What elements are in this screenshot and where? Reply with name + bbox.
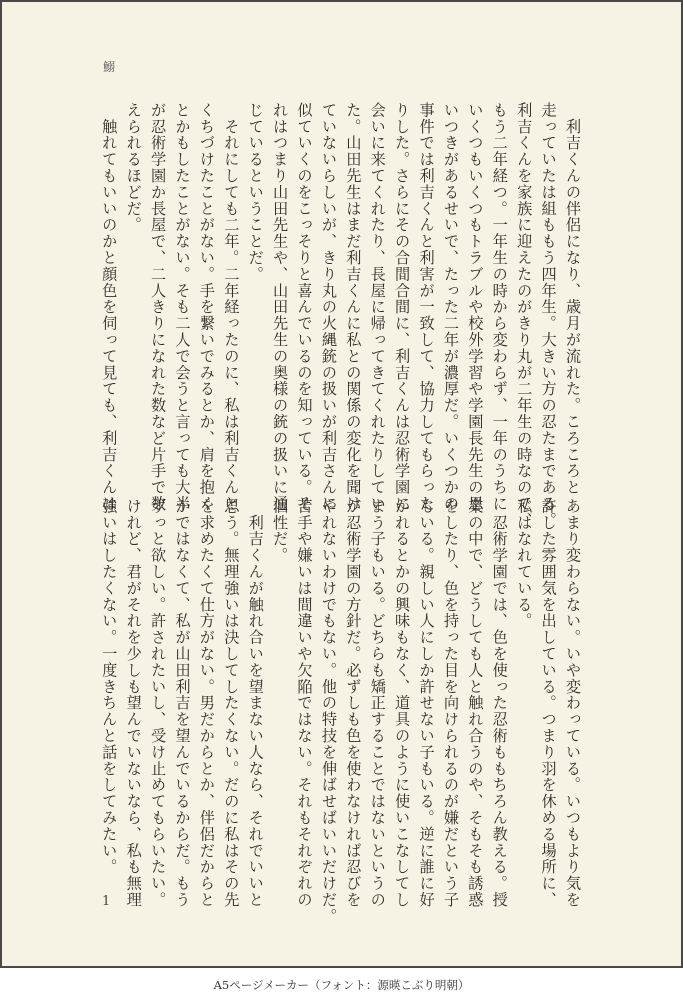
text-line: ずっと欲しい。許されたいし、受け止めてもらいたい。 [149,498,168,908]
text-line: れはつまり山田先生や、山田先生の奥様の銃の扱いに通 [271,102,290,512]
text-line: あまり変わらない。いや変わっている。いつもより気を [564,498,582,908]
text-line: えられるほどだ。 [124,102,143,234]
text-line: とかもしたことがない。そも二人で会うと言っても大半 [173,102,192,512]
text-line: 触れてもいいのかと顔色を伺って見ても、利吉くんは [100,102,119,512]
text-line: が忍術学園の方針だ。必ずしも色を使わなければ忍びを [344,498,363,908]
text-line: やれないわけでもない。他の特技を伸ばせばいいだけだ。 [319,498,338,925]
text-line: 個性だ。 [271,498,290,564]
text-line: 苦手や嫌いは間違いや欠陥ではない。それもそれぞれの [295,498,314,908]
text-line: 強いはしたくない。一度きちんと話をしてみたい。 [100,498,119,876]
text-line: 忍術学園では、色を使った忍術ももちろん教える。授 [490,498,509,908]
text-line: 事件では利吉くんと利害が一致して、協力してもらった [417,102,436,512]
text-line: をしたり、色を持った目を向けられるのが嫌だという子 [441,498,460,908]
text-line: 思う。無理強いは決してしたくない。だのに私はその先 [222,498,241,908]
body-text-bottom-block [97,498,585,925]
generator-caption: A5ページメーカー（フォント：源暎こぶり明朝） [213,978,470,992]
text-line: それにしても二年。二年経ったのに、私は利吉くんと [222,102,241,512]
text-line: かではなくて、私が山田利吉を望んでいるからだ。もう [173,498,192,908]
running-head-title: 鰯 [103,60,116,74]
text-line: いつきがあるせいで、たった二年が濃厚だ。いくつかの [441,102,460,512]
text-line: かれるとかの興味もなく、道具のように使いこなしてし [393,498,412,908]
body-text-top-block [97,102,585,529]
text-line: 私はなれている。 [515,498,534,630]
text-line: もいる。親しい人にしか許せない子もいる。逆に誰に好 [417,498,436,908]
text-line: 利吉くんを家族に迎えたのがきり丸が二年生の時なので、 [515,102,534,529]
text-line: 似ていくのをこっそりと喜んでいるのを知っている。そ [295,102,314,512]
text-line: いくつもいくつもトラブルや校外学習や学園長先生の思 [466,102,485,512]
text-line: まう子もいる。どちらも矯正することではないというの [368,498,387,908]
text-line: た。山田先生はまだ利吉くんに私との関係の変化を聞け [344,102,363,512]
text-line: 業の中で、どうしても人と触れ合うのや、そもそも誘惑 [466,498,485,908]
text-line: を求めたくて仕方がない。男だからとか、伴侶だからと [197,498,216,908]
text-line: ていないらしいが、きり丸の火縄銃の扱いが利吉さんに [319,102,338,512]
text-line: りした。さらにその合間合間に、利吉くんは忍術学園に [393,102,412,512]
text-line: もう二年経つ。一年生の時から変わらず、一年のうちに [490,102,509,512]
text-line: じているということだ。 [246,102,265,283]
text-line: 会いに来てくれたり、長屋に帰ってきてくれたりしてい [368,102,387,512]
text-line: 許した雰囲気を出している。つまり羽を休める場所に、 [539,498,558,908]
text-line: 走っていたは組ももう四年生。大きい方の忍たまである。 [539,102,558,529]
text-line: くちづけたことがない。手を繋いでみるとか、肩を抱く [197,102,216,512]
text-line: けれど、君がそれを少しも望んでいないなら、私も無理 [124,498,143,908]
text-line: 利吉くんが触れ合いを望まない人なら、それでいいと [246,498,265,908]
text-line: 利吉くんの伴侶になり、歳月が流れた。ころころと [564,102,582,496]
text-line: が忍術学園か長屋で、二人きりになれた数など片手で数 [149,102,168,512]
page-number: 1 [102,894,111,909]
